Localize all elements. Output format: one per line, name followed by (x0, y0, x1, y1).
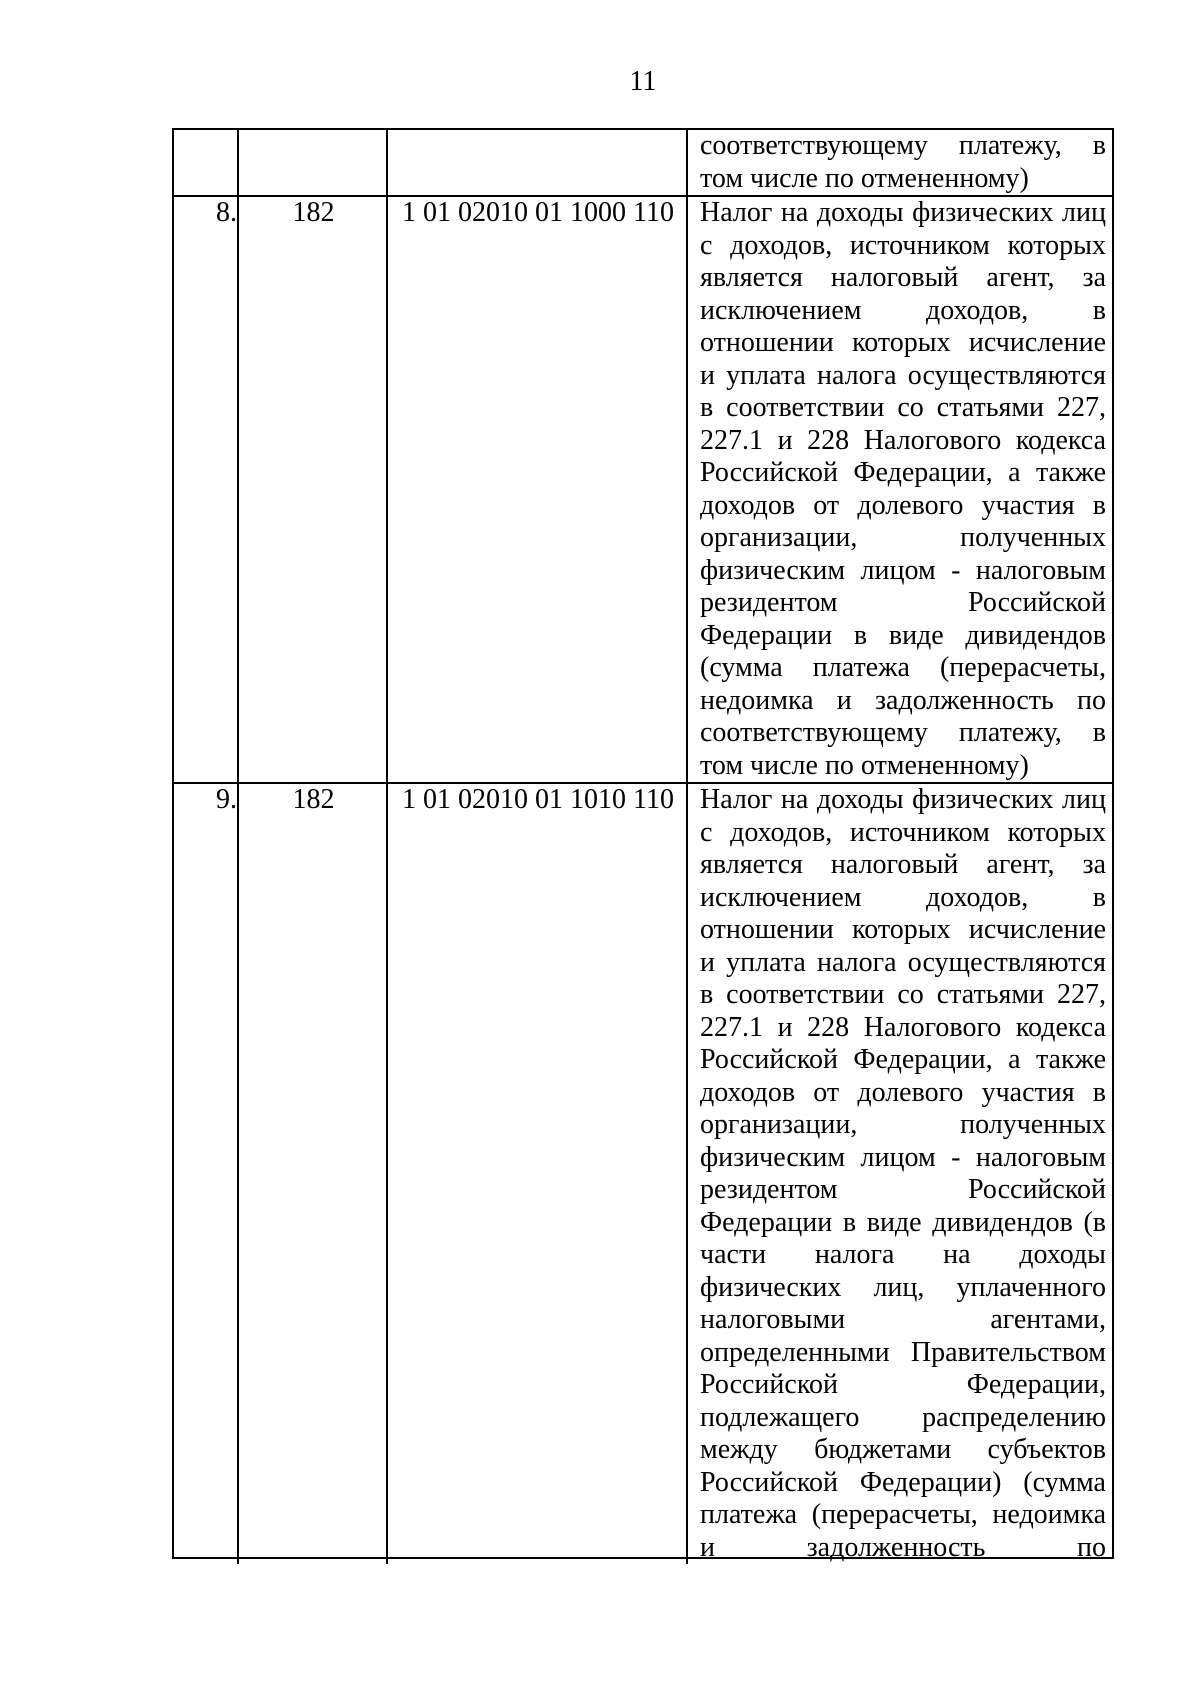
description-line: и задолженность по (700, 1531, 1106, 1563)
description-line: 227.1 и 228 Налогового кодекса (700, 1011, 1106, 1043)
column-divider (386, 130, 388, 195)
description-line: является налоговый агент, за (700, 262, 1106, 293)
table-row (174, 195, 1112, 782)
description-line: соответствующему платежу, в (700, 717, 1106, 748)
description-line: и уплата налога осуществляются (700, 946, 1106, 978)
administrator-code: 182 (292, 197, 335, 228)
description-line: с доходов, источником которых (700, 816, 1106, 848)
description-line: организации, полученных (700, 1109, 1106, 1140)
description-line: подлежащего распределению (700, 1401, 1106, 1433)
column-divider (686, 197, 688, 782)
description-line: отношении которых исчисление (700, 914, 1106, 945)
description-line: платежа (перерасчеты, недоимка (700, 1499, 1106, 1530)
description-line: Налог на доходы физических лиц (700, 197, 1106, 228)
budget-classification-code: 1 01 02010 01 1000 110 (402, 197, 674, 228)
revenue-codes-table (172, 128, 1114, 1563)
description-line: том числе по отмененному) (700, 749, 1029, 781)
revenue-description (700, 130, 1106, 195)
description-line: Российской Федерации, а также (700, 457, 1106, 488)
description-line: (сумма платежа (перерасчеты, (700, 652, 1106, 683)
description-line: Налог на доходы физических лиц (700, 784, 1106, 815)
description-line: физических лиц, уплаченного (700, 1271, 1106, 1303)
description-line: Российской Федерации, а также (700, 1044, 1106, 1075)
description-line: резидентом Российской (700, 1174, 1106, 1205)
administrator-code: 182 (292, 784, 335, 815)
column-divider (686, 784, 688, 1564)
description-line: части налога на доходы (700, 1239, 1106, 1270)
page-number: 11 (629, 66, 657, 97)
description-line: определенными Правительством (700, 1336, 1106, 1368)
description-line: исключением доходов, в (700, 881, 1106, 913)
description-line: соответствующему платежу, в (700, 130, 1106, 161)
column-divider (686, 130, 688, 195)
table-row (174, 782, 1112, 1564)
description-line: Федерации в виде дивидендов (в (700, 1206, 1106, 1238)
revenue-description (700, 784, 1106, 1564)
description-line: отношении которых исчисление (700, 327, 1106, 358)
row-number: 8. (216, 197, 237, 228)
revenue-description (700, 197, 1106, 782)
description-line: физическим лицом - налоговым (700, 554, 1106, 586)
description-line: том числе по отмененному) (700, 162, 1029, 194)
description-line: между бюджетами субъектов (700, 1434, 1106, 1465)
description-line: Российской Федерации, (700, 1369, 1106, 1400)
description-line: и уплата налога осуществляются (700, 359, 1106, 391)
column-divider (386, 784, 388, 1564)
description-line: 227.1 и 228 Налогового кодекса (700, 424, 1106, 456)
description-line: доходов от долевого участия в (700, 1076, 1106, 1108)
description-line: в соответствии со статьями 227, (700, 979, 1106, 1010)
description-line: Российской Федерации) (сумма (700, 1466, 1106, 1498)
description-line: недоимка и задолженность по (700, 684, 1106, 716)
description-line: исключением доходов, в (700, 294, 1106, 326)
description-line: физическим лицом - налоговым (700, 1141, 1106, 1173)
description-line: в соответствии со статьями 227, (700, 392, 1106, 423)
table-row (174, 130, 1112, 195)
column-divider (237, 197, 239, 782)
description-line: доходов от долевого участия в (700, 489, 1106, 521)
description-line: с доходов, источником которых (700, 229, 1106, 261)
description-line: резидентом Российской (700, 587, 1106, 618)
description-line: организации, полученных (700, 522, 1106, 553)
row-number: 9. (216, 784, 237, 815)
budget-classification-code: 1 01 02010 01 1010 110 (402, 784, 674, 815)
description-line: является налоговый агент, за (700, 849, 1106, 880)
column-divider (386, 197, 388, 782)
description-line: Федерации в виде дивидендов (700, 619, 1106, 651)
description-line: налоговыми агентами, (700, 1304, 1106, 1335)
column-divider (237, 130, 239, 195)
column-divider (237, 784, 239, 1564)
